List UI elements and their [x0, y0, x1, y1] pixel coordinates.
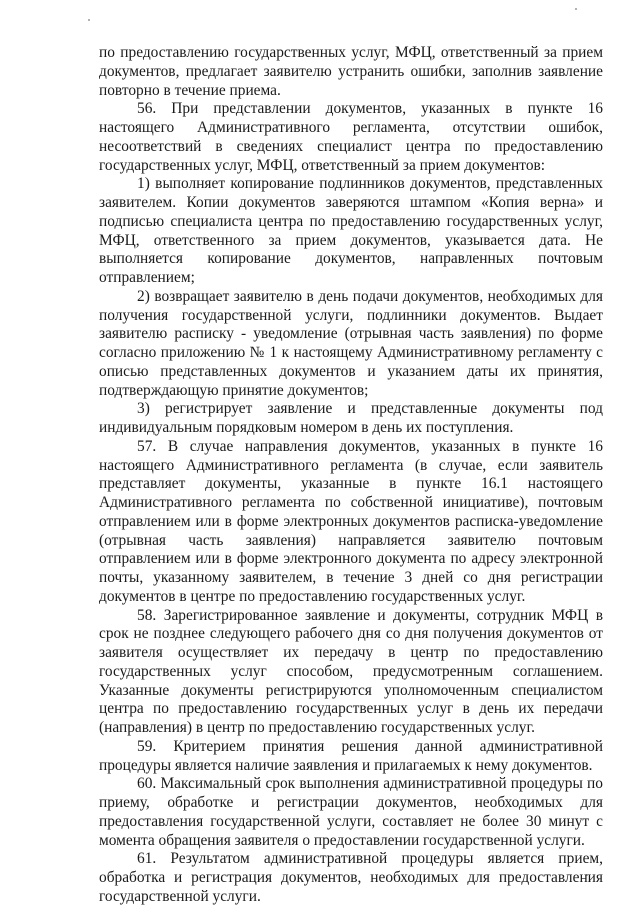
paragraph-56-item-1: 1) выполняет копирование подлинников документов, представленных заявителем. Копии документов заверяются штампом «Копия верна» и подписью специалиста центра по предоставлению государственных услуг, МФЦ, ответственного за прием документов, указывается дата. Не выполняется копирование документов, направленных почтовым отправлением;	[99, 175, 603, 286]
paragraph-59: 59. Критерием принятия решения данной административной процедуры является наличие заявления и прилагаемых к нему документов.	[99, 737, 603, 774]
paragraph-58: 58. Зарегистрированное заявление и документы, сотрудник МФЦ в срок не позднее следующего рабочего дня со дня получения документов от заявителя осуществляет их передачу в центр по предоставлению государственных услуг способом, предусмотренным соглашением. Указанные документы регистрируются уполномоченным специалистом центра по предоставлению государственных услуг в день их передачи (направления) в центр по предоставлению государственных услуг.	[99, 606, 603, 736]
paragraph-61: 61. Результатом административной процедуры является прием, обработка и регистрация документов, необходимых для предоставления государственной услуги.	[99, 850, 603, 905]
scan-speck	[575, 8, 577, 10]
document-body	[99, 44, 603, 907]
paragraph-60: 60. Максимальный срок выполнения административной процедуры по приему, обработке и регистрации документов, необходимых для предоставления государственной услуги, составляет не более 30 минут с момента обращения заявителя о предоставлении государственной услуги.	[99, 775, 603, 849]
paragraph-56-item-3: 3) регистрирует заявление и представленные документы под индивидуальным порядковым номером в день их поступления.	[99, 400, 603, 436]
scan-speck	[88, 19, 90, 21]
paragraph-56: 56. При представлении документов, указанных в пункте 16 настоящего Административного регламента, отсутствии ошибок, несоответствий в сведениях специалист центра по предоставлению государственных услуг, МФЦ, ответственный за прием документов:	[99, 100, 603, 174]
paragraph-57: 57. В случае направления документов, указанных в пункте 16 настоящего Административного регламента (в случае, если заявитель представляет документы, указанные в пункте 16.1 настоящего Административного регламента по собственной инициативе), почтовым отправлением или в форме электронных документов расписка-уведомление (отрывная часть заявления) направляется заявителю почтовым отправлением или в форме электронного документа по адресу электронной почты, указанному заявителем, в течение 3 дней со дня регистрации документов в центре по предоставлению государственных услуг.	[99, 437, 603, 605]
paragraph-continuation: по предоставлению государственных услуг, МФЦ, ответственный за прием документов, предлагает заявителю устранить ошибки, заполнив заявление повторно в течение приема.	[99, 44, 603, 99]
paragraph-56-item-2: 2) возвращает заявителю в день подачи документов, необходимых для получения государственной услуги, подлинники документов. Выдает заявителю расписку - уведомление (отрывная часть заявления) по форме согласно приложению № 1 к настоящему Административному регламенту с описью представленных документов и указанием даты их принятия, подтверждающую принятие документов;	[99, 287, 603, 399]
